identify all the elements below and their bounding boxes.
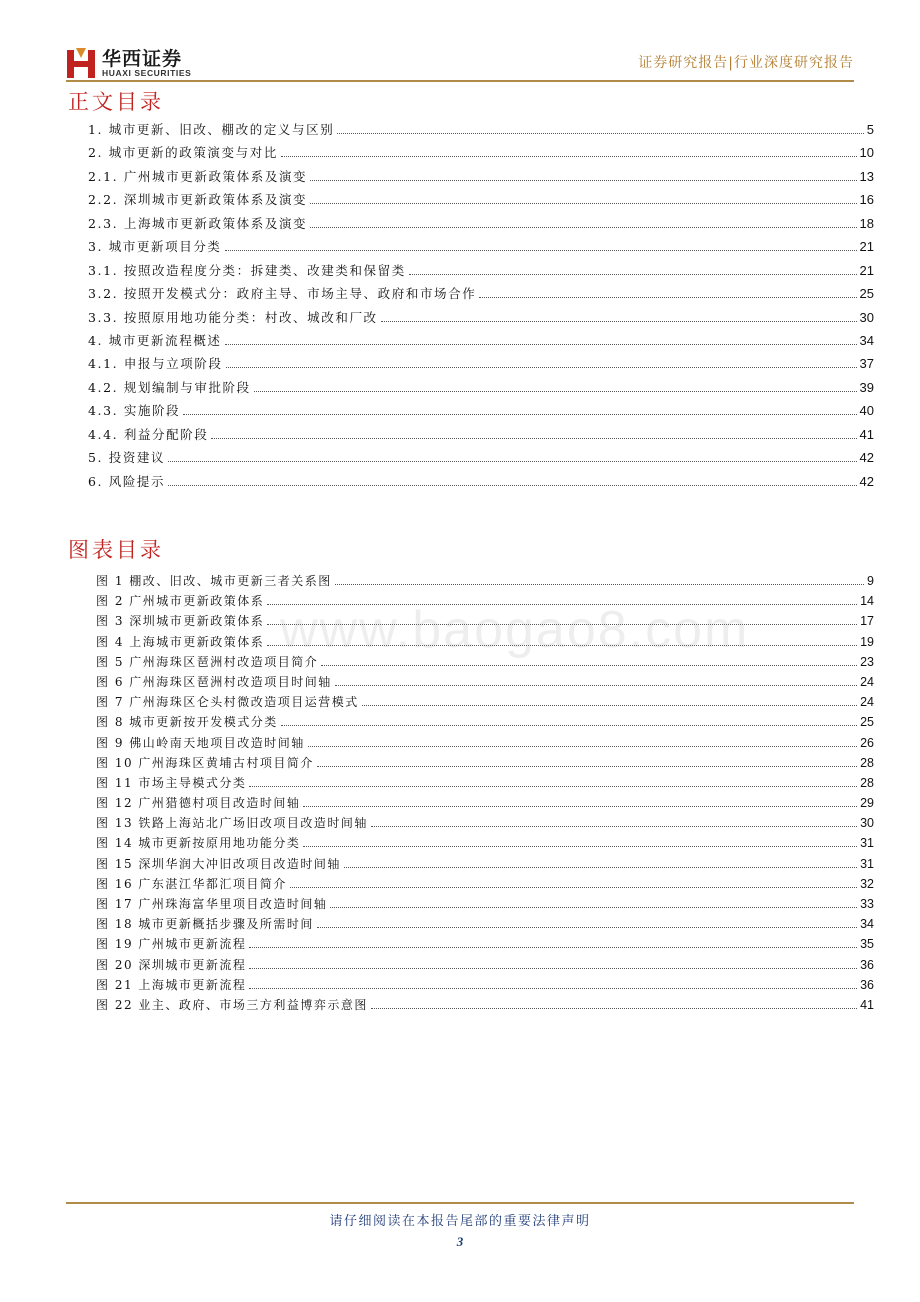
figure-entry-label: 图 1 棚改、旧改、城市更新三者关系图 (96, 574, 332, 588)
toc-entry-number: 2.1. (88, 168, 119, 184)
figure-entry-label: 图 22 业主、政府、市场三方利益博弈示意图 (96, 997, 368, 1012)
toc-list (88, 120, 874, 495)
toc-entry[interactable] (88, 143, 874, 166)
figure-entry-page: 17 (860, 614, 874, 629)
figure-entry[interactable] (96, 754, 874, 774)
dot-leader (168, 460, 856, 462)
figure-entry-page: 32 (860, 876, 874, 891)
figure-entry-page: 41 (860, 997, 874, 1012)
dot-leader (337, 132, 863, 134)
figure-entry-page: 35 (860, 937, 874, 952)
toc-entry-label: 城市更新项目分类 (108, 239, 222, 255)
figure-entry[interactable] (96, 713, 874, 733)
toc-entry-page: 30 (859, 309, 874, 325)
figure-entry-label: 图 15 深圳华润大冲旧改项目改造时间轴 (96, 856, 341, 871)
dot-leader (225, 343, 857, 345)
toc-entry-label: 城市更新流程概述 (108, 332, 222, 348)
dot-leader (308, 745, 857, 747)
logo-english-name: HUAXI SECURITIES (102, 68, 192, 78)
dot-leader (310, 226, 856, 228)
figure-entry[interactable] (96, 774, 874, 794)
toc-entry[interactable] (88, 237, 874, 260)
dot-leader (226, 366, 857, 368)
figure-entry[interactable] (96, 693, 874, 713)
toc-entry-label: 广州城市更新政策体系及演变 (123, 168, 308, 184)
toc-entry-number: 2.3. (88, 215, 119, 231)
figure-entry[interactable] (96, 976, 874, 996)
dot-leader (303, 845, 857, 847)
figure-entry[interactable] (96, 996, 874, 1016)
toc-entry-page: 37 (859, 356, 874, 372)
figure-entry-label: 图 4 上海城市更新政策体系 (96, 634, 265, 649)
figure-entry[interactable] (96, 673, 874, 693)
toc-entry[interactable] (88, 261, 874, 284)
toc-entry-number: 3. (88, 239, 104, 255)
toc-entry-number: 2. (88, 145, 104, 161)
figure-entry-page: 36 (860, 957, 874, 972)
dot-leader (310, 202, 856, 204)
figure-entry-label: 图 7 广州海珠区仑头村微改造项目运营模式 (96, 695, 359, 710)
toc-entry-page: 39 (859, 379, 874, 395)
report-type-label: 证券研究报告|行业深度研究报告 (638, 55, 854, 71)
figure-entry-page: 30 (860, 816, 874, 831)
figure-entry-label: 图 10 广州海珠区黄埔古村项目简介 (96, 755, 314, 770)
figure-entry[interactable] (96, 814, 874, 834)
figure-entry-page: 36 (860, 977, 874, 992)
dot-leader (335, 684, 857, 686)
dot-leader (344, 866, 857, 868)
dot-leader (290, 886, 857, 888)
toc-entry-number: 4.1. (88, 356, 119, 372)
toc-entry-label: 深圳城市更新政策体系及演变 (123, 192, 308, 208)
dot-leader (317, 926, 857, 928)
toc-entry-page: 40 (859, 403, 874, 419)
dot-leader (225, 249, 857, 251)
toc-entry-label: 投资建议 (108, 450, 166, 466)
toc-entry[interactable] (88, 472, 874, 495)
toc-entry-page: 42 (859, 450, 874, 466)
dot-leader (371, 1007, 857, 1009)
toc-entry-page: 34 (859, 332, 874, 348)
figure-entry-label: 图 8 城市更新按开发模式分类 (96, 715, 278, 730)
dot-leader (281, 724, 857, 726)
toc-entry-number: 6. (88, 473, 104, 489)
toc-entry[interactable] (88, 354, 874, 377)
toc-entry-page: 13 (859, 168, 874, 184)
toc-entry[interactable] (88, 190, 874, 213)
toc-entry-label: 规划编制与审批阶段 (123, 379, 251, 395)
dot-leader (249, 946, 857, 948)
toc-entry-number: 5. (88, 450, 104, 466)
figure-entry[interactable] (96, 956, 874, 976)
figure-entry-page: 23 (860, 654, 874, 669)
company-logo (66, 42, 266, 82)
figure-entry-page: 24 (860, 674, 874, 689)
figure-entry-label: 图 17 广州珠海富华里项目改造时间轴 (96, 897, 328, 911)
dot-leader (381, 320, 857, 322)
figure-entry-label: 图 21 上海城市更新流程 (96, 977, 247, 992)
figure-entry[interactable] (96, 915, 874, 935)
figure-entry-page: 31 (860, 836, 874, 851)
toc-entry-label: 利益分配阶段 (123, 426, 209, 442)
dot-leader (409, 273, 857, 275)
figures-title: 图表目录 (68, 538, 164, 562)
toc-entry-page: 25 (859, 286, 874, 302)
toc-entry[interactable] (88, 425, 874, 448)
toc-entry-page: 18 (859, 215, 874, 231)
toc-entry[interactable] (88, 308, 874, 331)
page-number: 3 (456, 1234, 464, 1249)
toc-entry-label: 按照开发模式分：政府主导、市场主导、政府和市场合作 (123, 286, 477, 302)
toc-entry-label: 城市更新、旧改、棚改的定义与区别 (108, 122, 335, 137)
toc-entry-label: 按照原用地功能分类：村改、城改和厂改 (123, 309, 378, 325)
legal-notice: 请仔细阅读在本报告尾部的重要法律声明 (329, 1214, 591, 1229)
figure-entry[interactable] (96, 572, 874, 592)
figure-entry[interactable] (96, 855, 874, 875)
toc-entry[interactable] (88, 214, 874, 237)
logo-chinese-name: 华西证券 (102, 48, 183, 70)
figure-entry[interactable] (96, 935, 874, 955)
dot-leader (249, 785, 857, 787)
figure-entry-page: 24 (860, 695, 874, 710)
figure-entry-label: 图 12 广州猎德村项目改造时间轴 (96, 796, 301, 811)
toc-entry-label: 上海城市更新政策体系及演变 (123, 215, 308, 231)
dot-leader (249, 967, 857, 969)
header-divider (66, 80, 854, 82)
dot-leader (335, 583, 864, 585)
figure-entry[interactable] (96, 794, 874, 814)
toc-entry-label: 按照改造程度分类：拆建类、改建类和保留类 (123, 262, 406, 278)
figure-entry-page: 33 (860, 897, 874, 911)
toc-entry-number: 4.2. (88, 379, 119, 395)
toc-entry-label: 风险提示 (108, 473, 166, 489)
toc-title: 正文目录 (68, 90, 164, 114)
toc-entry[interactable] (88, 167, 874, 190)
figure-entry-label: 图 20 深圳城市更新流程 (96, 957, 247, 972)
toc-entry[interactable] (88, 120, 874, 143)
figure-entry-page: 9 (867, 574, 874, 588)
dot-leader (281, 155, 857, 157)
dot-leader (211, 437, 856, 439)
toc-entry-page: 21 (859, 239, 874, 255)
toc-entry[interactable] (88, 401, 874, 424)
figure-entry-page: 19 (860, 634, 874, 649)
watermark: www.baogao8.com (280, 601, 750, 659)
dot-leader (371, 825, 857, 827)
toc-entry[interactable] (88, 284, 874, 307)
figure-entry-label: 图 13 铁路上海站北广场旧改项目改造时间轴 (96, 816, 368, 831)
figure-entry[interactable] (96, 875, 874, 895)
figure-entry-label: 图 5 广州海珠区琶洲村改造项目简介 (96, 654, 319, 669)
figure-entry[interactable] (96, 895, 874, 915)
toc-entry-page: 16 (859, 192, 874, 208)
toc-entry-number: 1. (88, 122, 104, 137)
figure-entry-label: 图 19 广州城市更新流程 (96, 937, 247, 952)
toc-entry[interactable] (88, 448, 874, 471)
figure-entry-label: 图 16 广东湛江华都汇项目简介 (96, 876, 287, 891)
figure-entry-label: 图 18 城市更新概括步骤及所需时间 (96, 917, 314, 932)
figure-entry-label: 图 9 佛山岭南天地项目改造时间轴 (96, 735, 305, 750)
toc-entry-label: 实施阶段 (123, 403, 181, 419)
dot-leader (310, 179, 856, 181)
figure-entry-page: 28 (860, 755, 874, 770)
huaxi-logo-icon (66, 46, 96, 80)
dot-leader (183, 413, 856, 415)
figure-entry-page: 28 (860, 775, 874, 790)
dot-leader (321, 664, 857, 666)
dot-leader (317, 765, 857, 767)
toc-entry-page: 5 (866, 122, 874, 137)
figure-entry[interactable] (96, 834, 874, 854)
dot-leader (362, 704, 857, 706)
toc-entry[interactable] (88, 378, 874, 401)
figure-entry-label: 图 2 广州城市更新政策体系 (96, 594, 265, 609)
toc-entry-number: 4. (88, 332, 104, 348)
toc-entry-number: 4.4. (88, 426, 119, 442)
figure-entry-page: 14 (860, 594, 874, 609)
figure-entry-page: 31 (860, 856, 874, 871)
toc-entry-number: 3.3. (88, 309, 119, 325)
dot-leader (330, 906, 857, 908)
dot-leader (254, 390, 857, 392)
toc-entry-number: 3.2. (88, 286, 119, 302)
toc-entry-page: 42 (859, 473, 874, 489)
figure-entry-page: 25 (860, 715, 874, 730)
toc-entry-number: 2.2. (88, 192, 119, 208)
figure-entry-label: 图 14 城市更新按原用地功能分类 (96, 836, 301, 851)
figure-entry-label: 图 6 广州海珠区琶洲村改造项目时间轴 (96, 674, 332, 689)
dot-leader (303, 805, 857, 807)
figure-entry-label: 图 3 深圳城市更新政策体系 (96, 614, 265, 629)
figure-entry-label: 图 11 市场主导模式分类 (96, 775, 247, 790)
toc-entry-page: 10 (859, 145, 874, 161)
toc-entry-page: 21 (859, 262, 874, 278)
figure-entry-page: 26 (860, 735, 874, 750)
figure-entry-page: 29 (860, 796, 874, 811)
toc-entry[interactable] (88, 331, 874, 354)
toc-entry-label: 城市更新的政策演变与对比 (108, 145, 278, 161)
dot-leader (249, 987, 857, 989)
figure-entry[interactable] (96, 734, 874, 754)
page-header (66, 38, 854, 82)
toc-entry-number: 3.1. (88, 262, 119, 278)
dot-leader (479, 296, 856, 298)
toc-entry-number: 4.3. (88, 403, 119, 419)
figure-entry-page: 34 (860, 917, 874, 932)
dot-leader (168, 484, 856, 486)
toc-entry-page: 41 (859, 426, 874, 442)
toc-entry-label: 申报与立项阶段 (123, 356, 223, 372)
footer-divider (66, 1202, 854, 1204)
